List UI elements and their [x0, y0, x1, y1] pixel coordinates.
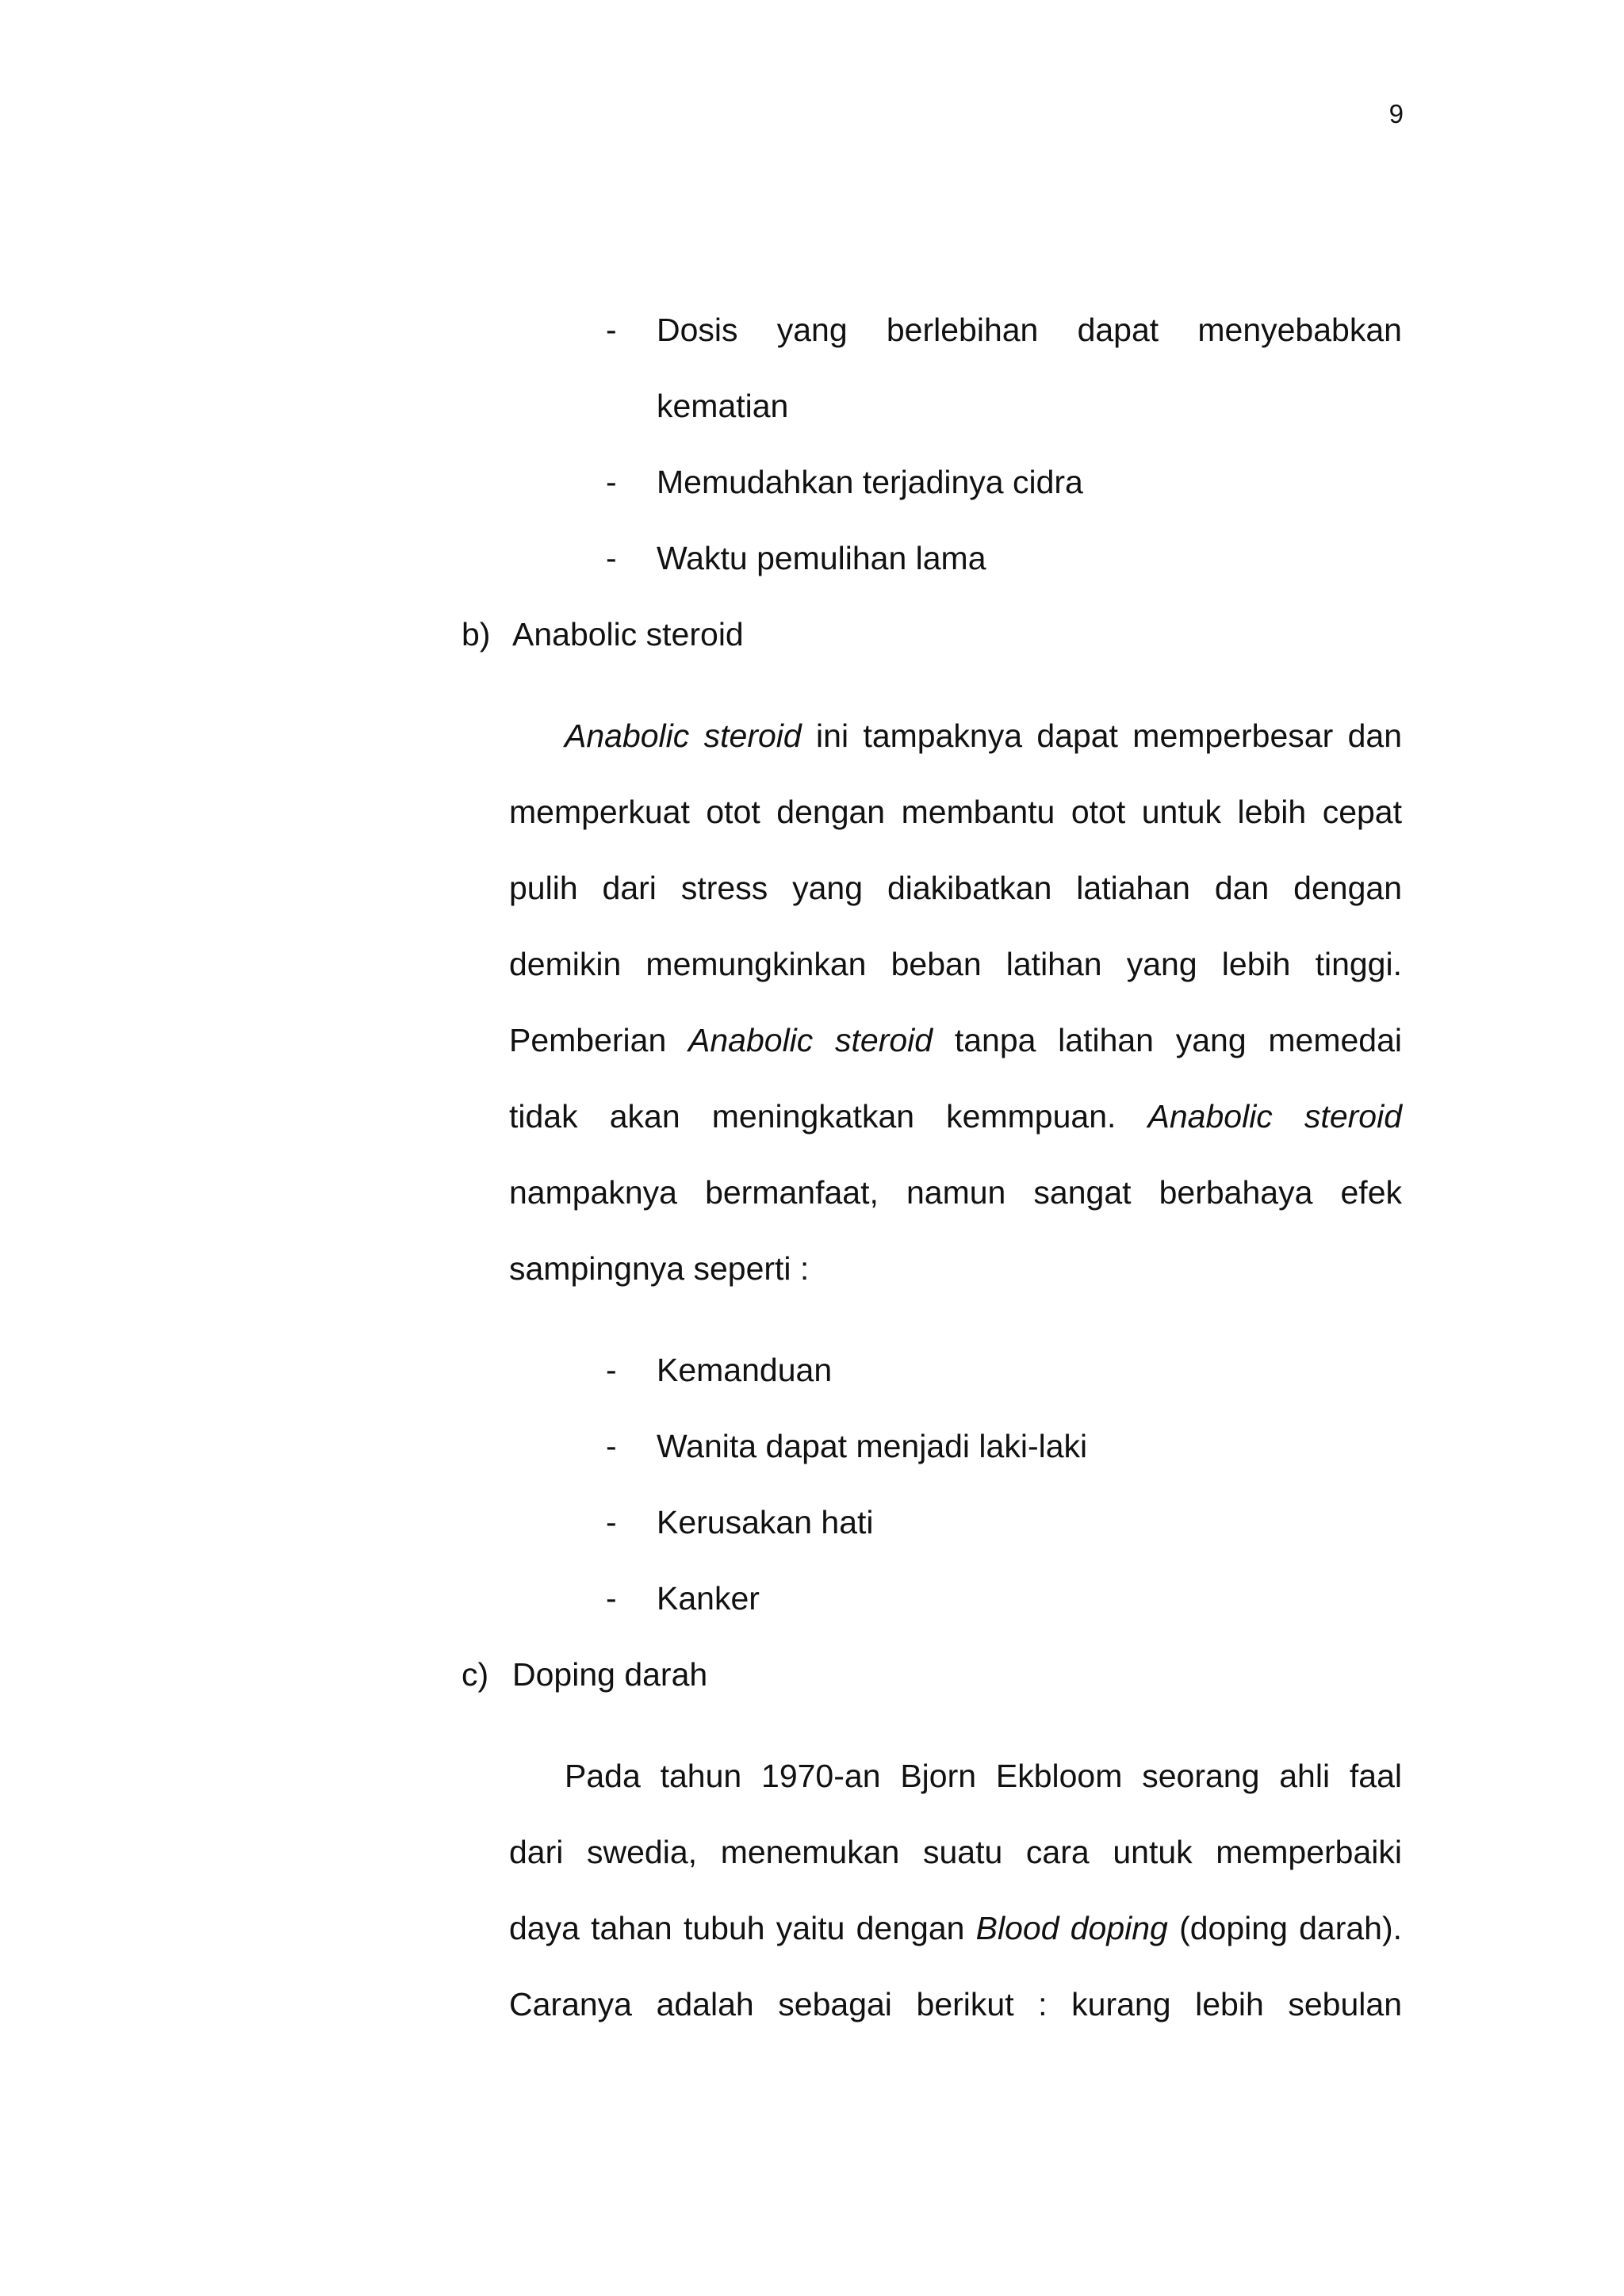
paragraph-line: Anabolic steroid ini tampaknya dapat memperbesar dan [565, 718, 1402, 754]
paragraph-line: demikin memungkinkan beban latihan yang lebih tinggi. [509, 946, 1402, 982]
paragraph-line: sampingnya seperti : [509, 1250, 810, 1287]
paragraph-line: tidak akan meningkatkan kemmpuan. Anabolic steroid [509, 1098, 1402, 1135]
section-heading-c [462, 1655, 707, 1694]
section-title: Anabolic steroid [512, 616, 744, 652]
list-item: Kemanduan [657, 1352, 833, 1388]
paragraph-line: dari swedia, menemukan suatu cara untuk memperbaiki [509, 1834, 1402, 1870]
list-dash: - [606, 312, 617, 348]
list-dash: - [606, 1352, 617, 1388]
list-dash: - [606, 1580, 617, 1617]
list-dash: - [606, 1504, 617, 1540]
page-number: 9 [1388, 99, 1404, 128]
paragraph-line: Pemberian Anabolic steroid tanpa latihan yang memedai [509, 1022, 1402, 1058]
list-dash: - [606, 540, 617, 576]
list-dash: - [606, 1428, 617, 1464]
section-label: b) [462, 616, 491, 652]
list-item: Wanita dapat menjadi laki-laki [657, 1428, 1088, 1464]
list-item: Kanker [657, 1580, 760, 1617]
paragraph-line: daya tahan tubuh yaitu dengan Blood doping (doping darah). [509, 1910, 1403, 1946]
section-label: c) [462, 1656, 489, 1693]
paragraph-line: memperkuat otot dengan membantu otot untuk lebih cepat [509, 794, 1402, 830]
section-title: Doping darah [512, 1656, 708, 1693]
paragraph-line: pulih dari stress yang diakibatkan latiahan dan dengan [509, 870, 1402, 906]
list-item: Waktu pemulihan lama [657, 540, 986, 576]
list-item-continuation: kematian [657, 388, 789, 424]
list-item: Memudahkan terjadinya cidra [657, 464, 1083, 500]
list-item-line: Dosis yang berlebihan dapat menyebabkan [657, 312, 1402, 348]
paragraph-line: Caranya adalah sebagai berikut : kurang lebih sebulan [509, 1986, 1402, 2022]
paragraph-line: nampaknya bermanfaat, namun sangat berbahaya efek [509, 1174, 1402, 1211]
list-item: Kerusakan hati [657, 1504, 874, 1540]
section-heading-b [462, 615, 744, 654]
list-dash: - [606, 464, 617, 500]
paragraph-line: Pada tahun 1970-an Bjorn Ekbloom seorang ahli faal [565, 1758, 1402, 1794]
